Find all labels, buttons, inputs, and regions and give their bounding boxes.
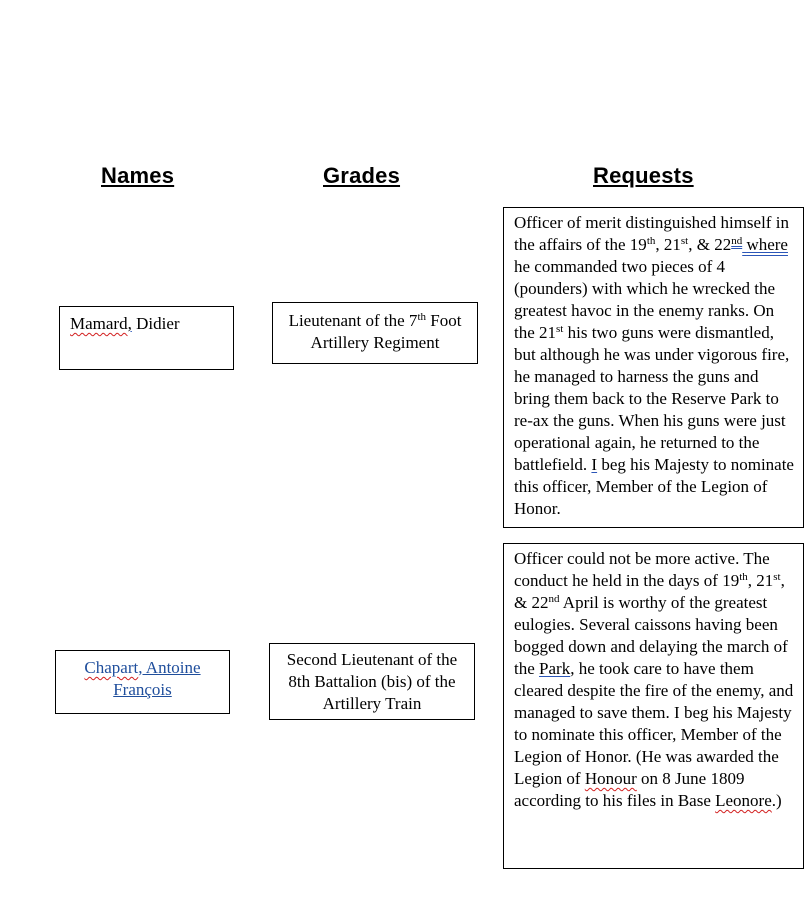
grade-line: Second Lieutenant of the <box>286 650 458 669</box>
grade-line: 8th Battalion (bis) of the <box>288 672 456 691</box>
name-line <box>62 679 223 701</box>
header-names: Names <box>101 163 175 188</box>
name-link[interactable]: François <box>113 680 172 699</box>
name-link[interactable]: Chapart <box>84 658 139 677</box>
name-box-2 <box>55 650 230 714</box>
header-requests: Requests <box>593 163 694 188</box>
grade-box-1 <box>272 302 478 364</box>
name-line <box>62 657 223 679</box>
grade-line: Artillery Regiment <box>310 333 440 352</box>
request-box-2: Officer could not be more active. The conduct he held in the days of 19th, 21st, & 22nd April is worthy of the greatest eulogies. Several caissons having been bogged down and delaying the march of the Park, he took care to have them cleared despite the fire of the enemy, and managed to save them. I beg his Majesty to nominate this officer, Member of the Legion of Honor. (He was awarded the Legion of Honour on 8 June 1809 according to his files in Base Leonore.) <box>503 543 804 869</box>
grade-line: Artillery Train <box>322 694 422 713</box>
name-comma: , <box>127 314 132 333</box>
grade-box-2 <box>269 643 475 720</box>
header-grades: Grades <box>323 163 401 188</box>
name-link[interactable]: , Antoine <box>138 658 201 677</box>
grade-line: Lieutenant of the 7th Foot <box>288 311 462 330</box>
name-given: Didier <box>131 314 180 333</box>
request-box-1: Officer of merit distinguished himself in the affairs of the 19th, 21st, & 22nd where he commanded two pieces of 4 (pounders) with which he wrecked the greatest havoc in the enemy ranks. On the 21st his two guns were dismantled, but although he was under vigorous fire, he managed to harness the guns and bring them back to the Reserve Park to re-ax the guns. When his guns were just operational again, he returned to the battlefield. I beg his Majesty to nominate this officer, Member of the Legion of Honor. <box>503 207 804 528</box>
name-box-1 <box>59 306 234 370</box>
name-surname: Mamard <box>70 314 128 333</box>
